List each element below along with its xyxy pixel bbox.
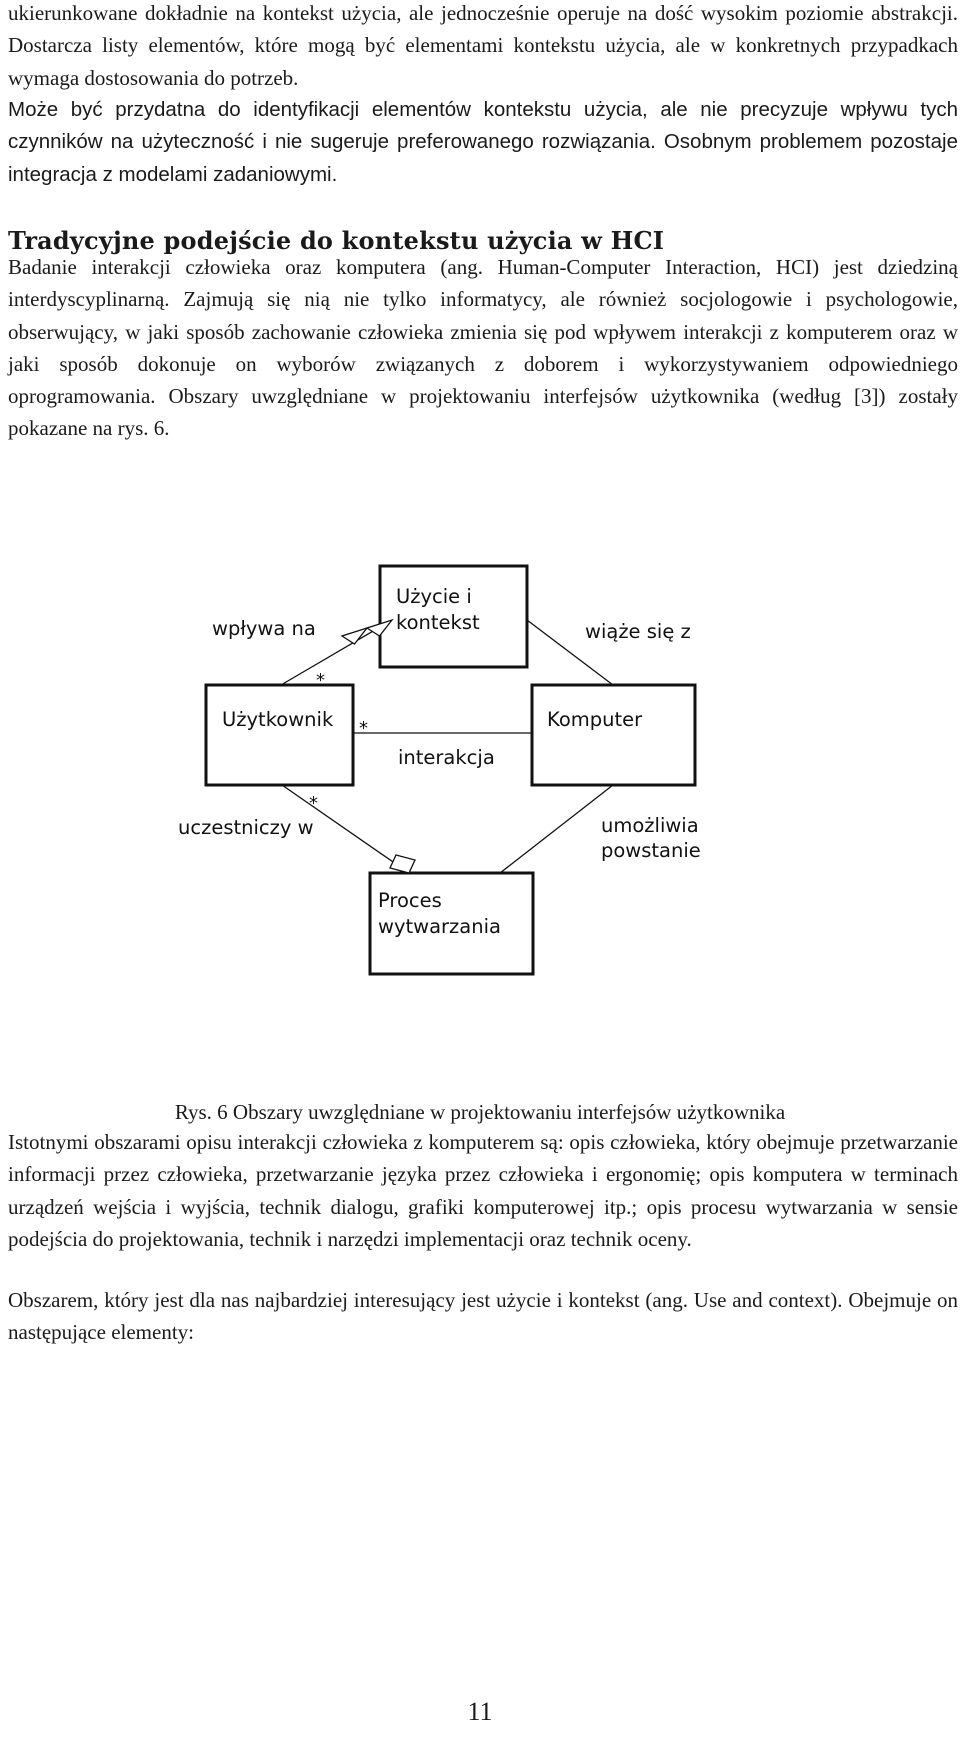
intro-paragraph-part-1: ukierunkowane dokładnie na kontekst użycia, ale jednocześnie operuje na dość wysokim poziomie abstrakcji. Dostarcza listy elementów, które mogą być elementami kontekstu użycia, ale w konkretnych przypadkach wymaga dostosowania do potrzeb. [8, 1, 958, 90]
label-interaction: interakcja [398, 746, 495, 769]
multiplicity-star-user-process: * [309, 793, 318, 814]
box-process-label-1: Proces [378, 889, 442, 912]
box-user-label: Użytkownik [222, 708, 334, 731]
hci-areas-diagram [0, 560, 960, 1095]
box-context-label-2: kontekst [396, 611, 480, 634]
label-enables-1: umożliwia [601, 814, 699, 837]
multiplicity-star-user-computer: * [359, 718, 368, 739]
box-context-label-1: Użycie i [396, 585, 472, 608]
label-participates: uczestniczy w [178, 816, 314, 839]
page-number: 11 [467, 1697, 493, 1726]
intro-paragraph-part-2: Może być przydatna do identyfikacji elementów kontekstu użycia, ale nie precyzuje wpływu tych czynników na użyteczność i nie sugeruje preferowanego rozwiązania. Osobnym problemem pozostaje integracja z modelami zadaniowymi. [8, 98, 958, 186]
label-related: wiąże się z [585, 620, 691, 643]
diamond-context-user-bottom [342, 628, 367, 644]
areas-paragraph: Istotnymi obszarami opisu interakcji człowieka z komputerem są: opis człowieka, który obejmuje przetwarzanie informacji przez człowieka, przetwarzanie języka przez człowieka i ergonomię; opis komputera w terminach urządzeń wejścia i wyjścia, technik dialogu, grafiki komputerowej itp.; opis procesu wytwarzania w sensie podejścia do projektowania, technik i narzędzi implementacji oraz technik oceny. [8, 1130, 958, 1251]
line-computer-process [500, 785, 613, 873]
use-and-context-paragraph: Obszarem, który jest dla nas najbardziej interesujący jest użycie i kontekst (ang. Use and context). Obejmuje on następujące elementy: [8, 1288, 958, 1345]
box-process-label-2: wytwarzania [378, 915, 501, 938]
section-paragraph: Badanie interakcji człowieka oraz komputera (ang. Human-Computer Interaction, HCI) jest dziedziną interdyscyplinarną. Zajmują się nią nie tylko informatycy, ale również socjologowie i psychologowie, obserwujący, w jaki sposób zachowanie człowieka zmienia się pod wpływem interakcji z komputerem oraz w jaki sposób dokonuje on wyborów związanych z doborem i wykorzystywaniem odpowiedniego oprogramowania. Obszary uwzględniane w projektowaniu interfejsów użytkownika (według [3]) zostały pokazane na rys. 6. [8, 255, 958, 441]
diamond-process-user [390, 855, 415, 873]
box-computer [532, 685, 695, 785]
label-influences: wpływa na [212, 617, 316, 640]
figure-caption: Rys. 6 Obszary uwzględniane w projektowaniu interfejsów użytkownika [174, 1100, 786, 1124]
label-enables-2: powstanie [601, 839, 701, 862]
box-user [206, 685, 353, 785]
multiplicity-star-user-context: * [316, 670, 325, 691]
section-heading: Tradycyjne podejście do kontekstu użycia w HCI [8, 226, 665, 255]
box-computer-label: Komputer [547, 708, 643, 731]
